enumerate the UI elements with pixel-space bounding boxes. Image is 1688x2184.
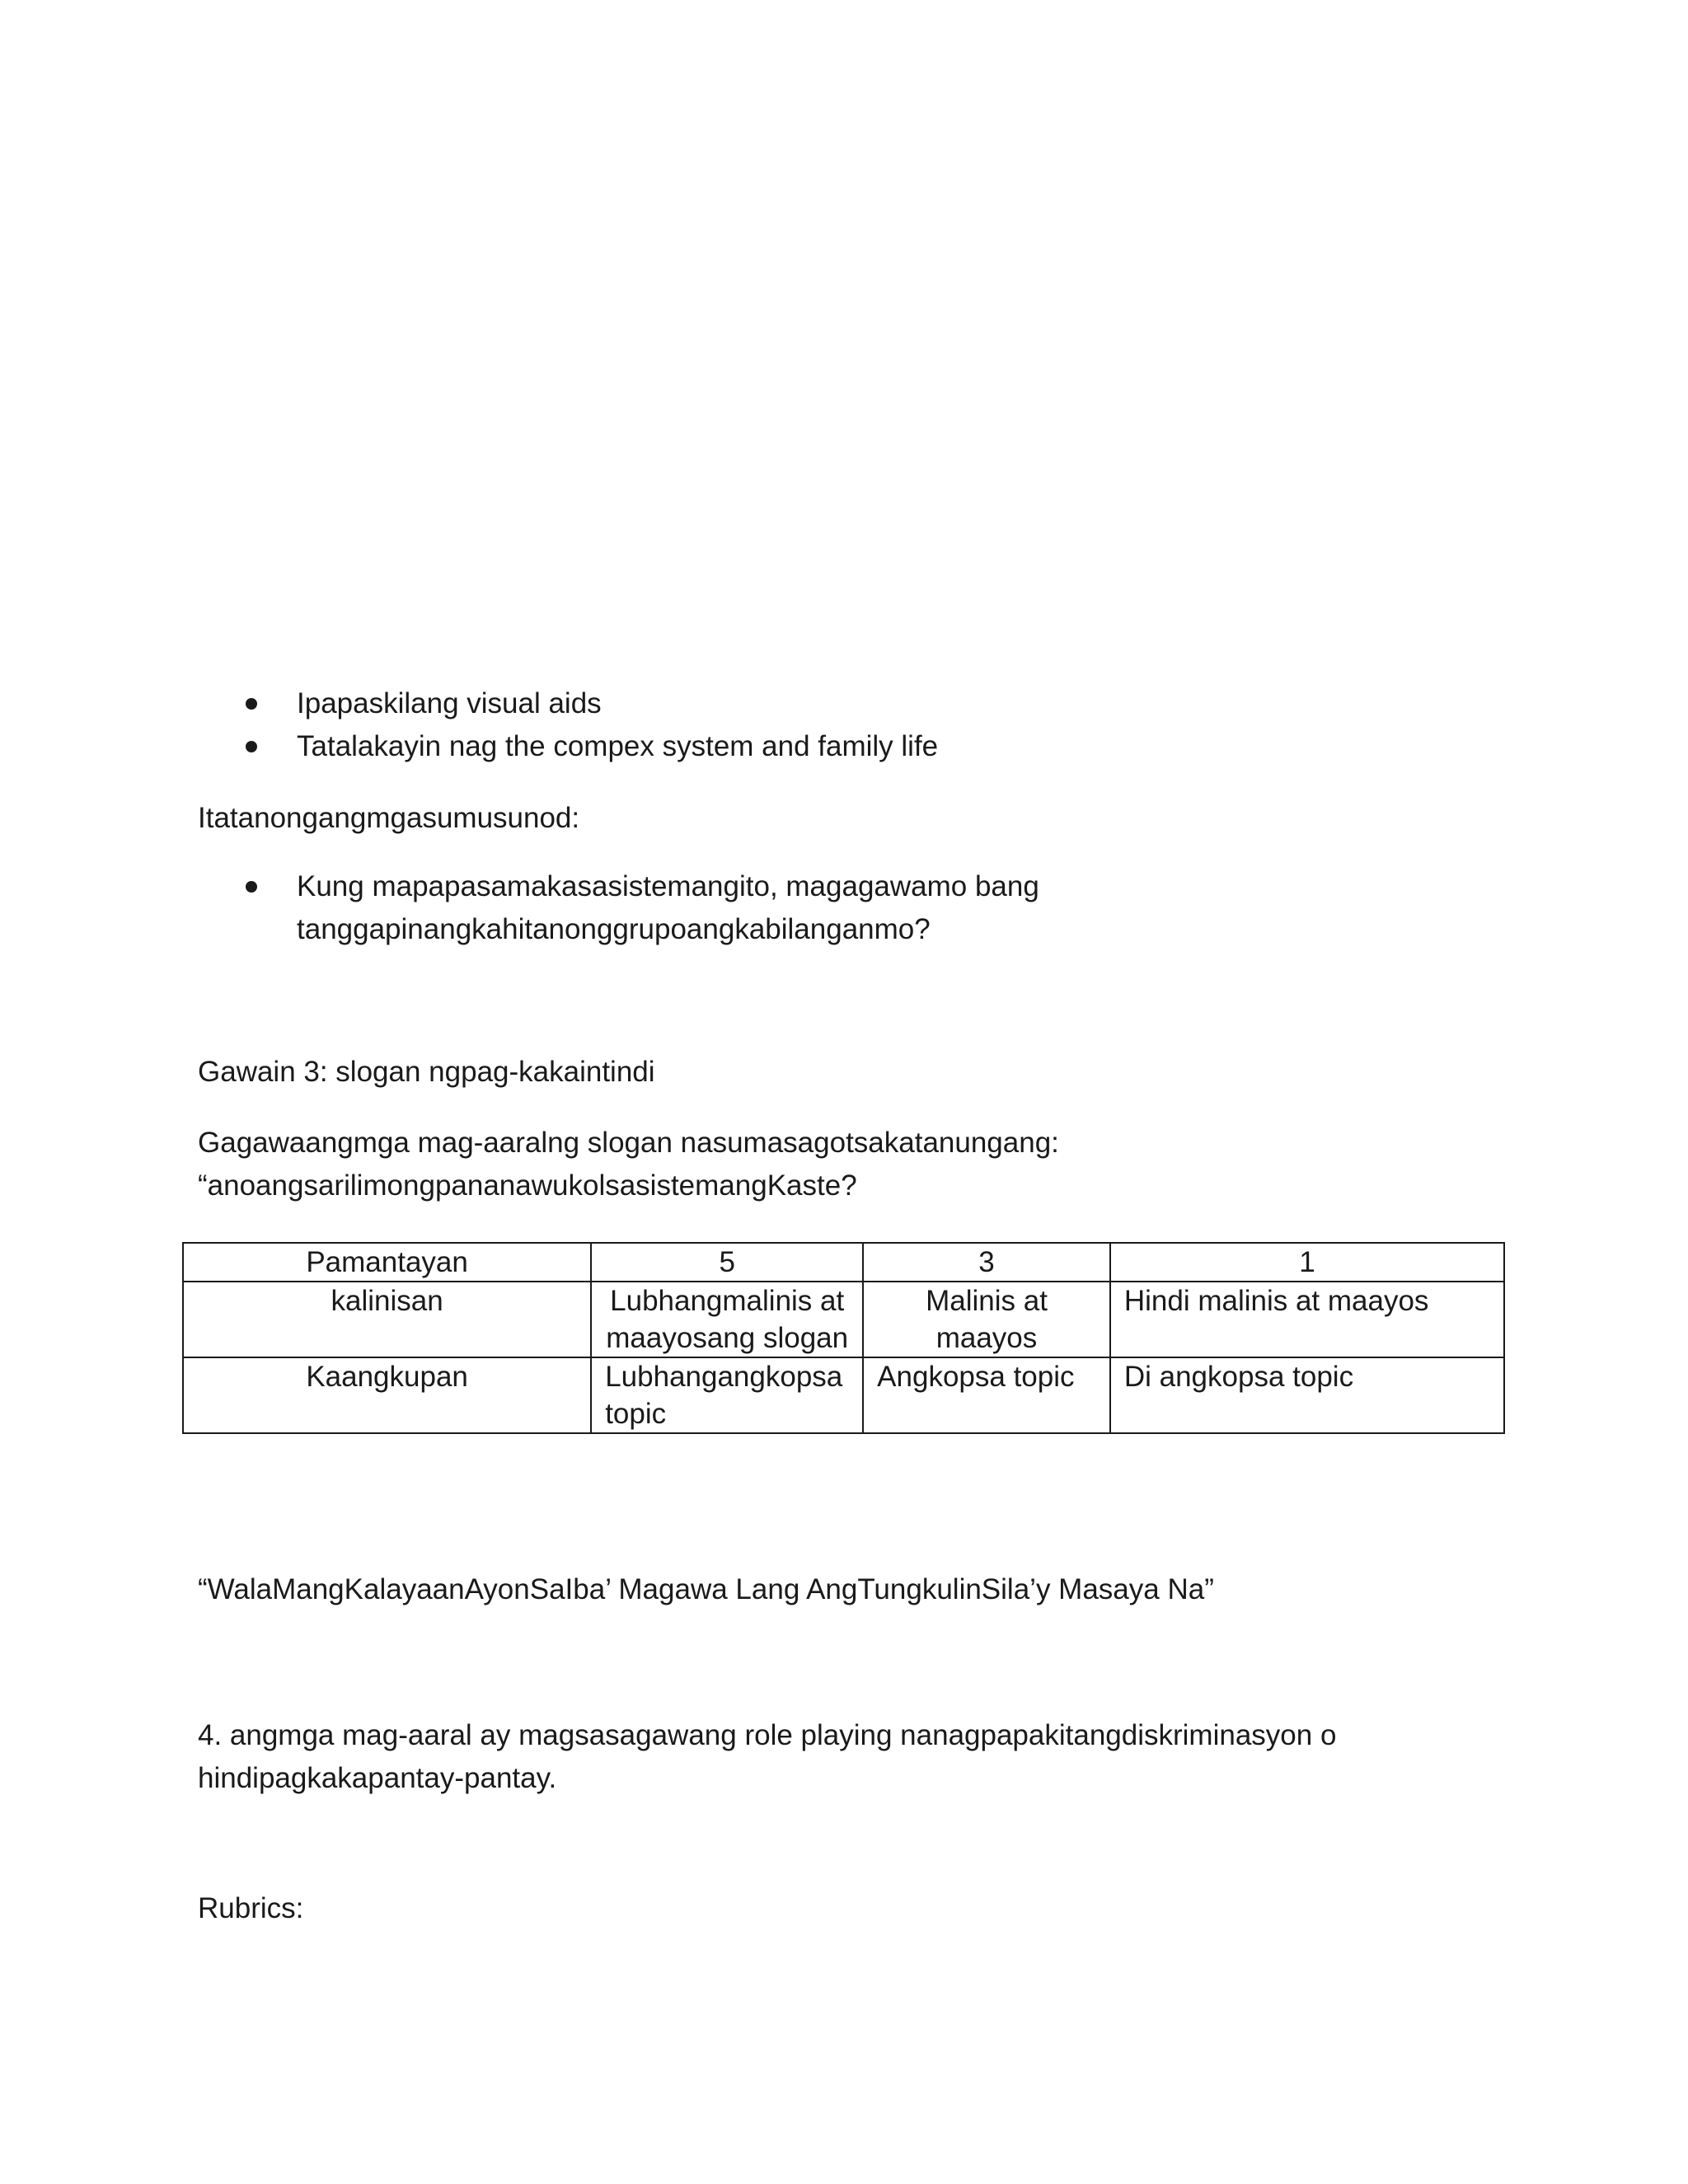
score1-cell: Di angkopsa topic (1110, 1357, 1504, 1433)
cell-line: Lubhangangkopsa (605, 1361, 843, 1393)
activity4-line-1: 4. angmga mag-aaral ay magsasagawang role playing nanagpapakitangdiskriminasyon o (198, 1719, 1337, 1751)
top-bullet-list (198, 682, 938, 768)
bullet-icon (246, 881, 257, 893)
cell-line: maayosang slogan (606, 1322, 849, 1354)
cell-line: topic (605, 1398, 667, 1430)
cell-line: Lubhangmalinis at (610, 1285, 845, 1317)
question-line-1: Kung mapapasamakasasistemangito, magagawamo bang (297, 870, 1039, 902)
slogan-text: “WalaMangKalayaanAyonSaIba’ Magawa Lang AngTungkulinSila’y Masaya Na” (198, 1573, 1214, 1605)
activity4-line-2: hindipagkakapantay-pantay. (198, 1762, 557, 1794)
score5-cell (591, 1357, 863, 1433)
score3-cell: Angkopsa topic (863, 1357, 1110, 1433)
cell-line: Malinis at (926, 1285, 1048, 1317)
list-item (198, 865, 1039, 951)
rubrics-label: Rubrics: (198, 1892, 304, 1924)
criterion-cell: Kaangkupan (183, 1357, 591, 1433)
table-row (183, 1282, 1504, 1357)
gawain-desc-line-2: “anoangsarilimongpananawukolsasistemangKaste? (198, 1169, 857, 1202)
header-cell-3: 3 (863, 1243, 1110, 1282)
bullet-text: Ipapaskilang visual aids (297, 687, 602, 719)
gawain-desc-line-1: Gagawaangmga mag-aaralng slogan nasumasagotsakatanungang: (198, 1127, 1059, 1159)
cell-line: maayos (935, 1322, 1038, 1354)
question-intro: Itatanongangmgasumusunod: (198, 802, 580, 834)
bullet-icon (246, 698, 257, 710)
bullet-icon (246, 741, 257, 752)
score1-cell: Hindi malinis at maayos (1110, 1282, 1504, 1357)
criterion-cell: kalinisan (183, 1282, 591, 1357)
table-header-row (183, 1243, 1504, 1282)
rubric-table (182, 1242, 1505, 1434)
header-cell-5: 5 (591, 1243, 863, 1282)
score3-cell (863, 1282, 1110, 1357)
header-cell-1: 1 (1110, 1243, 1504, 1282)
score5-cell (591, 1282, 863, 1357)
gawain-title: Gawain 3: slogan ngpag-kakaintindi (198, 1056, 655, 1088)
question-bullet-list (198, 865, 1039, 951)
question-line-2: tanggapinangkahitanonggrupoangkabilanganmo? (297, 913, 931, 945)
header-cell-pamantayan: Pamantayan (183, 1243, 591, 1282)
list-item (198, 682, 938, 725)
bullet-text: Tatalakayin nag the compex system and family life (297, 730, 939, 762)
list-item (198, 725, 938, 768)
table-row (183, 1357, 1504, 1433)
